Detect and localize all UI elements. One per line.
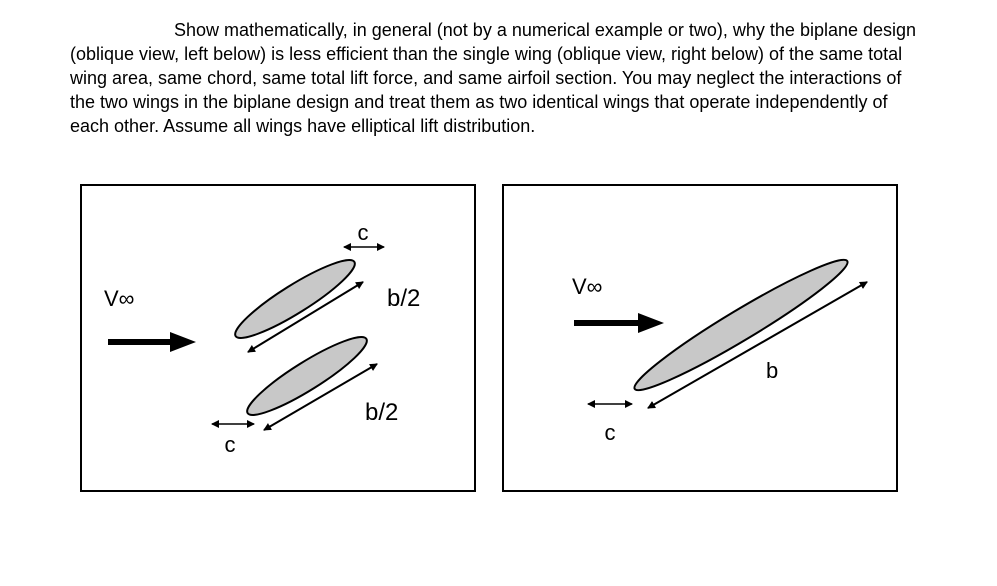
top-span-label: b/2 <box>387 285 421 312</box>
freestream-label: V∞ <box>104 286 135 311</box>
top-wing <box>228 250 362 348</box>
span-label: b <box>766 358 779 383</box>
biplane-diagram <box>80 184 476 492</box>
problem-body: biplane design (oblique view, left below) is less efficient than the single wing (oblique view, right below) of the same total wing area, same chord, same total lift force, and same airfoil section. You may neglect the interactions of the two wings in the biplane design and treat them as two identical wings that operate independently of each other. Assume all wings have elliptical lift distribution. <box>70 20 917 136</box>
single-wing <box>627 248 855 401</box>
freestream-arrow <box>574 313 664 333</box>
single-wing-diagram <box>502 184 898 492</box>
biplane-diagram-svg <box>82 186 478 494</box>
top-chord-label: c <box>357 220 369 245</box>
single-wing-diagram-svg <box>504 186 900 494</box>
bottom-wing <box>240 327 374 425</box>
problem-statement <box>70 18 930 138</box>
bottom-chord-label: c <box>224 432 236 457</box>
chord-label: c <box>604 420 616 445</box>
bottom-span-label: b/2 <box>365 399 399 426</box>
freestream-arrow <box>108 332 196 352</box>
freestream-label: V∞ <box>572 274 603 299</box>
problem-first-line: Show mathematically, in general (not by a numerical example or two), why the <box>174 20 795 40</box>
